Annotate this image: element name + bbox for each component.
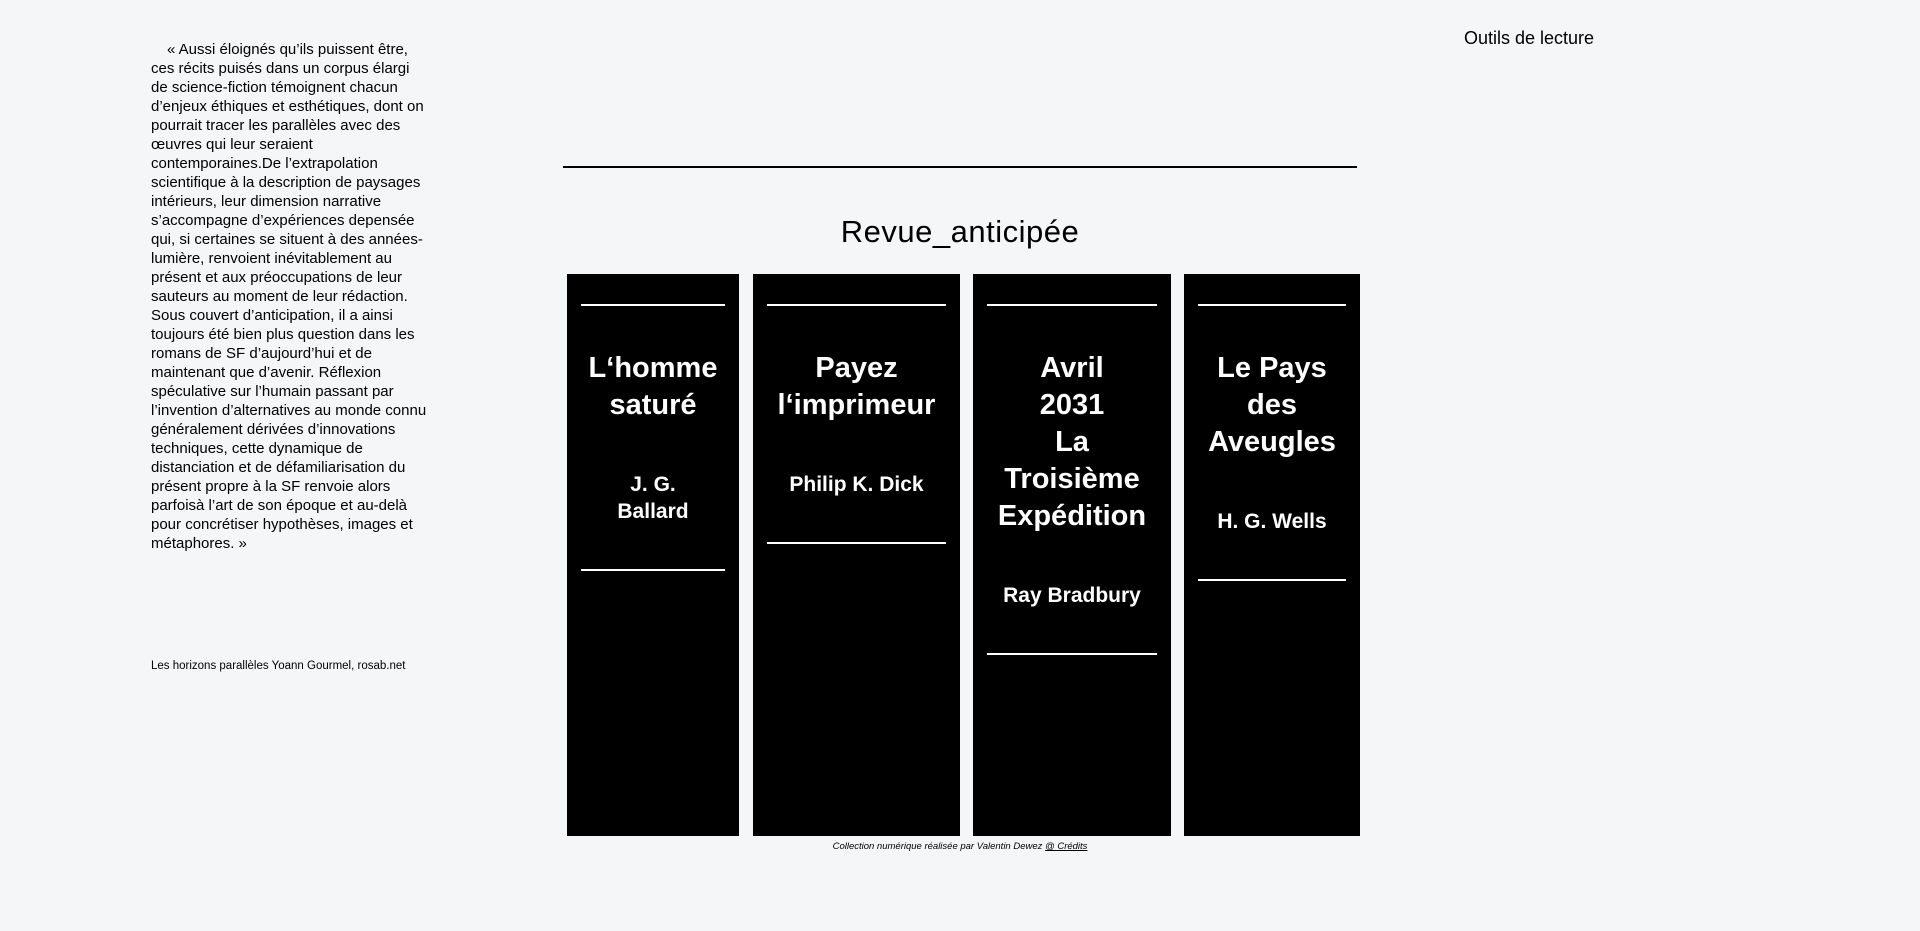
book-cover-avril-2031[interactable] [973,274,1171,836]
book-top-rule [1198,304,1346,306]
quote-source: Les horizons parallèles Yoann Gourmel, rosab.net [151,660,406,672]
credits-link[interactable]: @ Crédits [1045,841,1088,852]
site-title: Revue_anticipée [840,214,1080,249]
intro-quote: « Aussi éloignés qu’ils puissent être, ces récits puisés dans un corpus élargi de science-fiction témoignent chacun d’enjeux éthiques et esthétiques, dont on pourrait tracer les parallèles avec des œuvres qui leur seraient contemporaines.De l’extrapolation scientifique à la description de paysages intérieurs, leur dimension narrative s’accompagne d’expériences depensée qui, si certaines se situent à des années-lumière, renvoient inévitablement au présent et aux préoccupations de leur sauteurs au moment de leur rédaction. Sous couvert d’anticipation, il a ainsi toujours été bien plus question dans les romans de SF d’aujourd’hui et de maintenant que d’avenir. Réflexion spéculative sur l’humain passant par l’invention d’alternatives au monde connu généralement dérivées d’innovations techniques, cette dynamique de distanciation et de défamiliarisation du présent propre à la SF renvoie alors parfoisà l’art de son époque et au-delà pour concrétiser hypothèses, images et métaphores. » [151,41,427,552]
book-author: H. G. Wells [1217,510,1327,533]
book-author: Ray Bradbury [1003,584,1141,607]
book-bottom-rule [987,653,1157,655]
book-bottom-rule [1198,579,1346,581]
book-bottom-rule [581,569,725,571]
book-title: Payez l‘imprimeur [777,352,936,421]
book-author: J. G. Ballard [617,473,689,523]
book-top-rule [581,304,725,306]
book-title: Avril 2031 La Troisième Expédition [997,352,1147,532]
reading-tools-link[interactable]: Outils de lecture [1464,28,1595,48]
book-title: L‘homme saturé [588,352,718,421]
book-top-rule [987,304,1157,306]
book-cover-payez-imprimeur[interactable] [753,274,960,836]
book-title: Le Pays des Aveugles [1208,352,1336,458]
footer-text: Collection numérique réalisée par Valentin Dewez [832,841,1046,852]
book-cover-homme-sature[interactable] [567,274,739,836]
book-cover-pays-des-aveugles[interactable] [1184,274,1360,836]
book-author: Philip K. Dick [789,473,924,496]
book-top-rule [767,304,946,306]
header-divider [563,166,1357,168]
book-bottom-rule [767,542,946,544]
footer [563,840,1357,854]
